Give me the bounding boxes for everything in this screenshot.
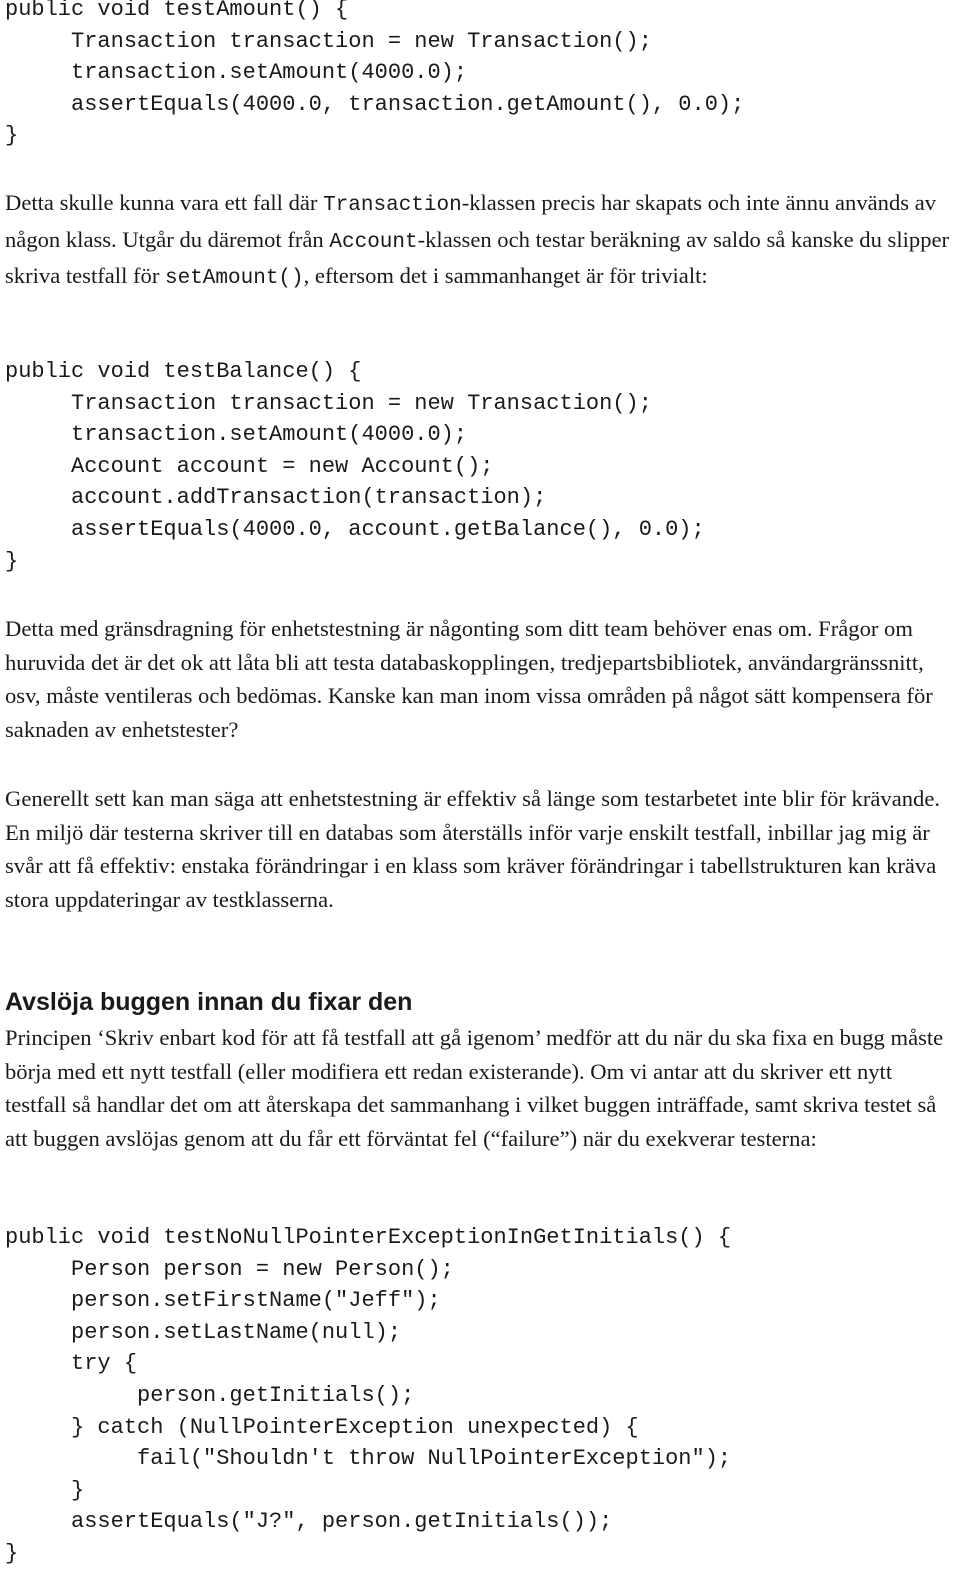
paragraph-text: , eftersom det i sammanhanget är för trivialt: [303,263,708,289]
paragraph-transaction [5,186,957,296]
code-line: account.addTransaction(transaction); [5,485,547,511]
paragraph-bug-principle: Principen ‘Skriv enbart kod för att få testfall att gå igenom’ medför att du när du ska fixa en bugg måste börja med ett nytt testfall (eller modifiera ett redan existerande). Om vi antar att du skriver ett nytt testfall så handlar det om att återskapa det sammanhang i vilket buggen inträffade, samt skriva testet så att buggen avslöjas genom att du får ett förväntat fel (“failure”) när du exekverar testerna: [5,1025,944,1151]
code-line: assertEquals(4000.0, transaction.getAmount(), 0.0); [5,91,745,117]
code-block-test-balance [5,356,705,577]
code-line: } [5,1477,85,1503]
code-line: Person person = new Person(); [5,1256,454,1282]
code-line: person.setLastName(null); [5,1319,402,1345]
code-line: } [5,1540,19,1566]
code-line: fail("Shouldn't throw NullPointerException"); [5,1446,732,1472]
code-block-test-amount [5,0,744,152]
code-line: person.getInitials(); [5,1382,415,1408]
paragraph-text: Detta skulle kunna vara ett fall där [5,190,324,215]
code-line: public void testBalance() { [5,359,362,384]
paragraph-boundaries: Detta med gränsdragning för enhetstestning är någonting som ditt team behöver enas om. Frågor om huruvida det är det ok att låta bli att testa databaskopplingen, tredjepartsbibliotek, användargränssnitt, osv, måste ventileras och bedömas. Kanske kan man inom vissa områden på något sätt kompensera för saknaden av enhetstester? [5,616,933,742]
inline-code-setamount: setAmount() [165,267,304,291]
paragraph-text: -klassen precis har skapats och inte ännu används av någon klass. Utgår du däremot från [5,190,937,252]
code-block-test-initials [5,1222,731,1570]
code-line: Account account = new Account(); [5,453,494,479]
code-line: person.setFirstName("Jeff"); [5,1288,441,1314]
paragraph-text: -klassen och testar beräkning av saldo så kanske du slipper skriva testfall för [5,226,950,289]
code-line: } catch (NullPointerException unexpected) { [5,1414,639,1440]
code-line: public void testAmount() { [5,0,349,22]
code-line: public void testNoNullPointerExceptionInGetInitials() { [5,1225,732,1250]
section-heading: Avslöja buggen innan du fixar den [5,988,413,1016]
code-line: assertEquals("J?", person.getInitials()); [5,1509,613,1535]
code-line: } [5,123,19,149]
code-line: assertEquals(4000.0, account.getBalance(), 0.0); [5,516,705,542]
code-line: transaction.setAmount(4000.0); [5,422,468,448]
inline-code-transaction: Transaction [323,194,462,217]
code-line: transaction.setAmount(4000.0); [5,60,468,86]
code-line: Transaction transaction = new Transaction(); [5,28,652,54]
inline-code-account: Account [329,230,418,254]
code-line: } [5,548,19,574]
code-line: try { [5,1351,138,1377]
code-line: Transaction transaction = new Transaction(); [5,390,652,416]
paragraph-effectiveness: Generellt sett kan man säga att enhetstestning är effektiv så länge som testarbetet inte blir för krävande. En miljö där testerna skriver till en databas som återställs inför varje enskilt testfall, inbillar jag mig är svår att få effektiv: enstaka förändringar i en klass som kräver förändringar i tabellstrukturen kan kräva stora uppdateringar av testklasserna. [5,786,941,912]
